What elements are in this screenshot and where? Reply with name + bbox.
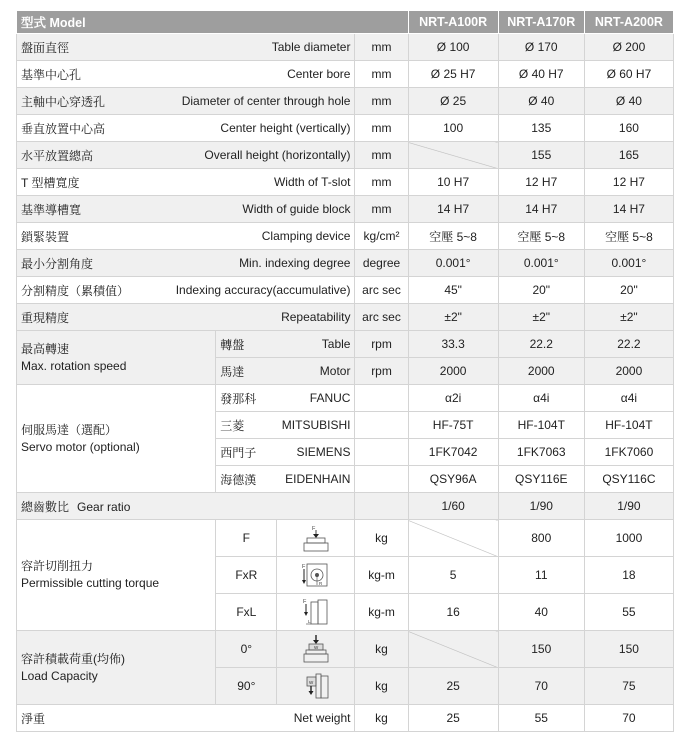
sub-label	[216, 358, 355, 385]
row-label	[17, 705, 355, 732]
value-cell-3: 55	[584, 594, 673, 631]
value-cell-2: 1/90	[498, 493, 584, 520]
icon-cell	[277, 631, 355, 668]
svg-text:L: L	[307, 619, 311, 624]
label-en: Min. indexing degree	[239, 256, 351, 270]
row-label	[17, 223, 355, 250]
row-servo-1	[17, 385, 674, 412]
label-zh: 主軸中心穿透孔	[21, 94, 106, 109]
value-cell-3: 18	[584, 557, 673, 594]
label-en: Clamping device	[261, 229, 351, 243]
value-cell-1: 33.3	[408, 331, 498, 358]
row-label-wrap	[21, 66, 350, 83]
value-cell-2: 1FK7063	[498, 439, 584, 466]
value-cell-1	[408, 631, 498, 668]
value-cell-1	[408, 142, 498, 169]
label-zh: 盤面直徑	[21, 40, 70, 55]
group-label-en: Max. rotation speed	[21, 358, 127, 373]
brand-zh: 西門子	[220, 445, 257, 460]
value-cell-3: ±2"	[584, 304, 673, 331]
value-cell-2: 11	[498, 557, 584, 594]
row-label	[17, 34, 355, 61]
unit-cell: mm	[355, 61, 408, 88]
row-min-indexing	[17, 250, 674, 277]
unit-cell: rpm	[355, 331, 408, 358]
value-cell-3: 2000	[584, 358, 673, 385]
model-col-3: NRT-A200R	[584, 11, 673, 34]
row-center-bore	[17, 61, 674, 88]
svg-text:F: F	[302, 599, 307, 605]
group-label-en: Load Capacity	[21, 668, 98, 683]
brand-zh: 海德漢	[220, 472, 257, 487]
row-label-wrap	[21, 282, 350, 299]
value-cell-3: HF-104T	[584, 412, 673, 439]
model-header: 型式 Model	[17, 11, 409, 34]
value-cell-2: Ø 40 H7	[498, 61, 584, 88]
row-overall-height	[17, 142, 674, 169]
value-cell-2: 0.001°	[498, 250, 584, 277]
spec-table	[16, 10, 674, 732]
label-en: Center height (vertically)	[220, 121, 351, 135]
value-cell-3: 空壓 5~8	[584, 223, 673, 250]
label-zh: 總齒數比	[21, 499, 70, 514]
value-cell-1: HF-75T	[408, 412, 498, 439]
sub-label-zh: 馬達	[220, 364, 245, 379]
value-cell-3: 0.001°	[584, 250, 673, 277]
value-cell-3: 1FK7060	[584, 439, 673, 466]
row-t-slot	[17, 169, 674, 196]
unit-cell: kg	[355, 631, 408, 668]
value-cell-2: 12 H7	[498, 169, 584, 196]
unit-cell: kg/cm²	[355, 223, 408, 250]
value-cell-3: 14 H7	[584, 196, 673, 223]
sub-label: F	[216, 520, 277, 557]
value-cell-1: 16	[408, 594, 498, 631]
value-cell-2: QSY116E	[498, 466, 584, 493]
group-label-zh: 容許積載荷重(均佈)	[21, 651, 125, 666]
value-cell-3: 1000	[584, 520, 673, 557]
value-cell-2: Ø 40	[498, 88, 584, 115]
value-cell-1: Ø 100	[408, 34, 498, 61]
sub-label-wrap	[220, 363, 350, 380]
row-guide-block	[17, 196, 674, 223]
sub-label-wrap	[220, 444, 350, 461]
value-cell-3: 165	[584, 142, 673, 169]
value-cell-2: 70	[498, 668, 584, 705]
sub-label	[216, 466, 355, 493]
label-en: Table diameter	[271, 40, 351, 54]
label-zh: 最小分割角度	[21, 256, 94, 271]
group-label-en: Servo motor (optional)	[21, 439, 140, 454]
sub-label: 90°	[216, 668, 277, 705]
sub-label	[216, 331, 355, 358]
value-cell-1: QSY96A	[408, 466, 498, 493]
label-zh: 分割精度（累積值）	[21, 283, 130, 298]
value-cell-1: 5	[408, 557, 498, 594]
value-cell-2: 150	[498, 631, 584, 668]
brand-en: FANUC	[309, 391, 351, 405]
unit-cell: mm	[355, 34, 408, 61]
svg-text:F: F	[311, 526, 316, 532]
value-cell-2: 135	[498, 115, 584, 142]
group-servo-motor	[17, 385, 216, 493]
group-label-zh: 容許切削扭力	[21, 559, 94, 573]
value-cell-2: ±2"	[498, 304, 584, 331]
icon-cell	[277, 557, 355, 594]
value-cell-1: 10 H7	[408, 169, 498, 196]
row-table-diameter	[17, 34, 674, 61]
value-cell-2: 空壓 5~8	[498, 223, 584, 250]
row-label	[17, 142, 355, 169]
unit-cell	[355, 439, 408, 466]
svg-text:R: R	[318, 581, 323, 586]
load-horizontal-icon	[299, 671, 333, 701]
value-cell-2: 22.2	[498, 331, 584, 358]
label-zh: 重現精度	[21, 310, 70, 325]
label-zh: 基準中心孔	[21, 67, 82, 82]
label-en: Width of T-slot	[273, 175, 351, 189]
group-label-en: Permissible cutting torque	[21, 576, 160, 590]
value-cell-1: 2000	[408, 358, 498, 385]
label-zh: 水平放置總高	[21, 148, 94, 163]
sub-label: FxR	[216, 557, 277, 594]
value-cell-3: 22.2	[584, 331, 673, 358]
value-cell-3: 160	[584, 115, 673, 142]
value-cell-2: 2000	[498, 358, 584, 385]
label-en: Overall height (horizontally)	[204, 148, 351, 162]
sub-label-wrap	[220, 390, 350, 407]
unit-cell: mm	[355, 142, 408, 169]
icon-cell	[277, 668, 355, 705]
model-col-1: NRT-A100R	[408, 11, 498, 34]
unit-cell: degree	[355, 250, 408, 277]
value-cell-1: 1/60	[408, 493, 498, 520]
row-label	[17, 250, 355, 277]
value-cell-3: Ø 60 H7	[584, 61, 673, 88]
value-cell-1: 空壓 5~8	[408, 223, 498, 250]
value-cell-2: 14 H7	[498, 196, 584, 223]
value-cell-1: ±2"	[408, 304, 498, 331]
value-cell-1	[408, 520, 498, 557]
sub-label-en: Motor	[319, 364, 351, 378]
row-label-wrap	[21, 93, 350, 110]
unit-cell: kg-m	[355, 594, 408, 631]
sub-label-wrap	[220, 336, 350, 353]
label-en: Gear ratio	[77, 499, 131, 514]
label-zh: 鎖緊裝置	[21, 229, 70, 244]
brand-en: EIDENHAIN	[285, 472, 351, 486]
value-cell-1: 25	[408, 668, 498, 705]
unit-cell: mm	[355, 88, 408, 115]
value-cell-3: 1/90	[584, 493, 673, 520]
row-label	[17, 196, 355, 223]
label-en: Diameter of center through hole	[181, 94, 351, 108]
label-zh: T 型槽寬度	[21, 175, 80, 190]
group-load-capacity	[17, 631, 216, 705]
value-cell-2: 20"	[498, 277, 584, 304]
row-label	[17, 88, 355, 115]
row-gear-ratio	[17, 493, 674, 520]
unit-cell	[355, 466, 408, 493]
value-cell-3: 20"	[584, 277, 673, 304]
row-label	[17, 277, 355, 304]
unit-cell	[355, 385, 408, 412]
unit-cell: mm	[355, 115, 408, 142]
value-cell-1: 100	[408, 115, 498, 142]
row-label-wrap	[21, 147, 350, 164]
row-cutting-torque-1	[17, 520, 674, 557]
value-cell-3: 75	[584, 668, 673, 705]
label-zh: 垂直放置中心高	[21, 121, 106, 136]
value-cell-1: Ø 25	[408, 88, 498, 115]
value-cell-2: HF-104T	[498, 412, 584, 439]
row-label	[17, 169, 355, 196]
unit-cell	[355, 493, 408, 520]
force-length-icon	[299, 597, 333, 627]
row-label	[17, 115, 355, 142]
group-max-rotation	[17, 331, 216, 385]
row-repeatability	[17, 304, 674, 331]
value-cell-1: 14 H7	[408, 196, 498, 223]
svg-text:W: W	[313, 645, 319, 650]
row-label-wrap	[21, 710, 350, 727]
row-center-height	[17, 115, 674, 142]
sub-label	[216, 412, 355, 439]
row-max-rotation-1	[17, 331, 674, 358]
value-cell-1: Ø 25 H7	[408, 61, 498, 88]
value-cell-3: 70	[584, 705, 673, 732]
unit-cell	[355, 412, 408, 439]
label-en: Center bore	[287, 67, 351, 81]
row-label-wrap	[21, 201, 350, 218]
row-net-weight	[17, 705, 674, 732]
load-vertical-icon	[299, 634, 333, 664]
icon-cell	[277, 594, 355, 631]
sub-label	[216, 439, 355, 466]
unit-cell: mm	[355, 196, 408, 223]
value-cell-3: Ø 200	[584, 34, 673, 61]
sub-label-zh: 轉盤	[220, 337, 245, 352]
row-through-hole	[17, 88, 674, 115]
svg-text:F: F	[301, 564, 306, 570]
row-label	[17, 304, 355, 331]
value-cell-1: α2i	[408, 385, 498, 412]
row-label-wrap	[21, 174, 350, 191]
brand-en: SIEMENS	[296, 445, 351, 459]
brand-en: MITSUBISHI	[281, 418, 351, 432]
row-indexing-accuracy	[17, 277, 674, 304]
value-cell-1: 0.001°	[408, 250, 498, 277]
row-label-wrap	[21, 120, 350, 137]
group-label-zh: 伺服馬達（選配）	[21, 422, 118, 437]
value-cell-1: 1FK7042	[408, 439, 498, 466]
svg-text:W: W	[308, 680, 314, 685]
value-cell-3: Ø 40	[584, 88, 673, 115]
label-zh: 淨重	[21, 711, 46, 726]
unit-cell: rpm	[355, 358, 408, 385]
row-label-wrap	[21, 39, 350, 56]
row-label-wrap	[21, 309, 350, 326]
label-en: Indexing accuracy(accumulative)	[175, 283, 351, 297]
value-cell-2: 40	[498, 594, 584, 631]
sub-label: FxL	[216, 594, 277, 631]
value-cell-2: α4i	[498, 385, 584, 412]
unit-cell: kg	[355, 705, 408, 732]
value-cell-2: 55	[498, 705, 584, 732]
row-label	[17, 493, 355, 520]
brand-zh: 三菱	[220, 418, 245, 433]
sub-label-en: Table	[321, 337, 351, 351]
unit-cell: kg-m	[355, 557, 408, 594]
sub-label-wrap	[220, 471, 350, 488]
unit-cell: mm	[355, 169, 408, 196]
brand-zh: 發那科	[220, 391, 257, 406]
value-cell-3: 12 H7	[584, 169, 673, 196]
value-cell-2: Ø 170	[498, 34, 584, 61]
value-cell-1: 25	[408, 705, 498, 732]
row-label-wrap	[21, 255, 350, 272]
row-load-capacity-1	[17, 631, 674, 668]
header-row	[17, 11, 674, 34]
unit-cell: arc sec	[355, 277, 408, 304]
row-label	[17, 61, 355, 88]
sub-label: 0°	[216, 631, 277, 668]
model-col-2: NRT-A170R	[498, 11, 584, 34]
value-cell-3: QSY116C	[584, 466, 673, 493]
sub-label-wrap	[220, 417, 350, 434]
row-clamping	[17, 223, 674, 250]
label-en: Width of guide block	[242, 202, 351, 216]
unit-cell: kg	[355, 668, 408, 705]
value-cell-3: 150	[584, 631, 673, 668]
value-cell-2: 155	[498, 142, 584, 169]
label-en: Repeatability	[281, 310, 351, 324]
unit-cell: arc sec	[355, 304, 408, 331]
value-cell-2: 800	[498, 520, 584, 557]
sub-label	[216, 385, 355, 412]
icon-cell	[277, 520, 355, 557]
force-radius-icon	[299, 560, 333, 590]
label-en: Net weight	[293, 711, 351, 725]
value-cell-1: 45"	[408, 277, 498, 304]
value-cell-3: α4i	[584, 385, 673, 412]
unit-cell: kg	[355, 520, 408, 557]
row-label-wrap	[21, 228, 350, 245]
label-zh: 基準導槽寬	[21, 202, 82, 217]
group-label-zh: 最高轉速	[21, 341, 70, 356]
force-vertical-icon	[299, 523, 333, 553]
group-cutting-torque	[17, 520, 216, 631]
